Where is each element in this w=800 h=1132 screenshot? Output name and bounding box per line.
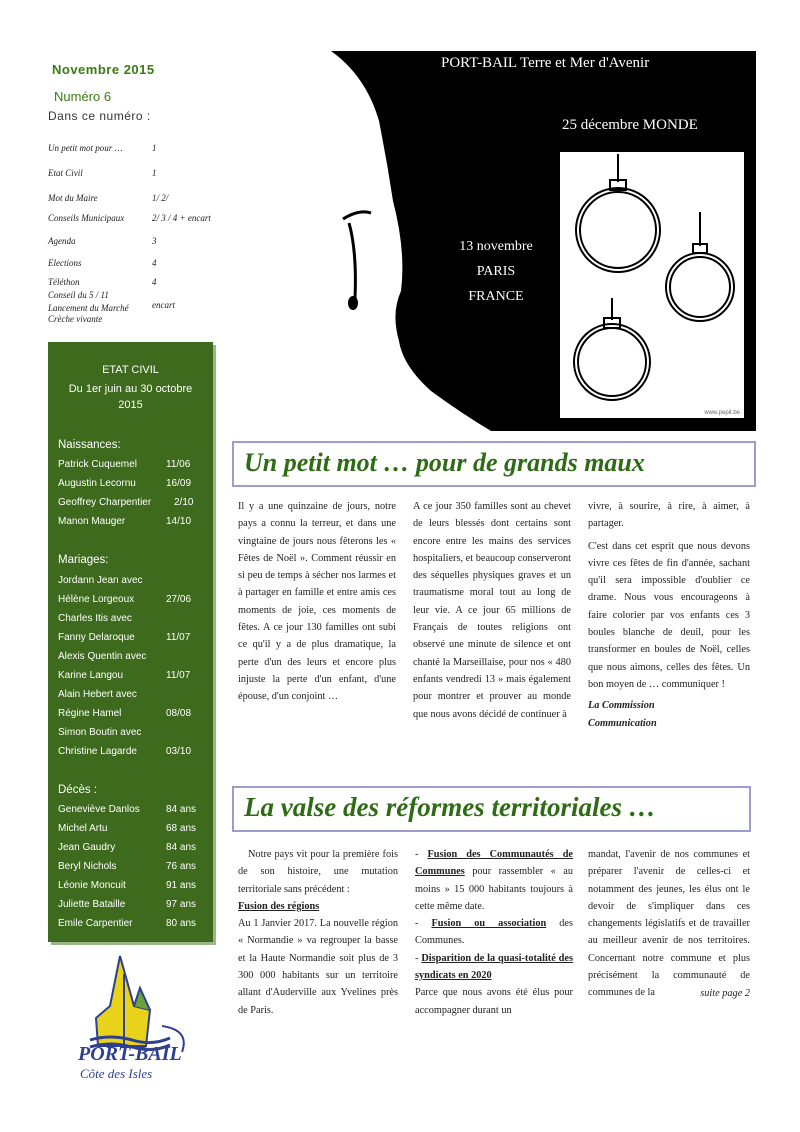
toc-page: 2/ 3 / 4 + encart: [152, 213, 211, 223]
toc-title: Mot du Maire: [48, 193, 98, 203]
article-text: Notre pays vit pour la première fois de son histoire, une mutation territoriale sans précédent :: [238, 849, 398, 895]
toc-page: 1: [152, 143, 157, 153]
article-headline: La valse des réformes territoriales …: [244, 792, 656, 822]
death-name: Michel Artu: [58, 823, 108, 834]
section-heading: Fusion des Communautés de Communes: [415, 849, 573, 878]
article-column: [238, 498, 396, 706]
marriage-date: 08/08: [166, 708, 192, 719]
section-heading: Fusion ou association: [431, 918, 547, 930]
toc-page: 4: [152, 277, 157, 287]
death-age: 68 ans: [166, 823, 197, 834]
article-headline: Un petit mot … pour de grands maux: [244, 448, 645, 477]
marriage-date: 11/07: [166, 670, 191, 681]
toc-title: Agenda: [48, 236, 76, 246]
image-credit: www.pepit.be: [704, 410, 740, 416]
ornaments-panel: [560, 152, 744, 418]
death-name: Emile Carpentier: [58, 918, 133, 929]
article-column: [588, 846, 750, 1002]
birth-date: 11/06: [166, 459, 191, 470]
marriages-heading: Mariages:: [58, 554, 109, 566]
toc-page: encart: [152, 300, 175, 310]
article-text: C'est dans cet esprit que nous devons vivre ces fêtes de fin d'année, sachant qu'il sera impossible d'oublier ce drame. Nous vous encourageons à faire colorier par vos enfants ces 3 boules blanche de deuil, pour les transformer en boules de Noël, celles que nous aimons, celles des fêtes. Un bon moyen de … communiquer !: [588, 540, 750, 690]
hero-event: [436, 234, 556, 309]
article-text: mandat, l'avenir de nos communes et préparer l'avenir de celles-ci et notamment des jeunes, les élus ont le devoir de s'impliquer dans ces changements législatifs et de travailler au meilleur avenir de nos territoires. Concernant notre commune et plus précisément la communauté de communes de la: [588, 849, 750, 999]
etat-civil-period-year: 2015: [118, 399, 143, 411]
hero-title: PORT-BAIL Terre et Mer d'Avenir: [441, 55, 650, 71]
article-text: Au 1 Janvier 2017. La nouvelle région « Normandie » va regrouper la basse et la Haute Normandie soit plus de 3 300 000 habitants sur un territoire allant d'Auderville aux Yvelines près de Paris.: [238, 918, 398, 1016]
marriage-name: Charles Itis avec: [58, 613, 132, 624]
issue-number: Numéro 6: [54, 89, 112, 104]
marriage-name: Régine Hamel: [58, 708, 122, 719]
toc-title: Conseil du 5 / 11: [48, 290, 109, 300]
death-name: Beryl Nichols: [58, 861, 117, 872]
toc-title: Téléthon: [48, 277, 80, 287]
toc-page: 4: [152, 258, 157, 268]
article-text: Il y a une quinzaine de jours, notre pays a connu la terreur, et dans une vingtaine de jours nous fêterons les « Fêtes de Noël ». Comment réussir en si peu de temps à sécher nos larmes et à partager en famille et entre amis ces moments de joie, ces moments de fêtes. A ce jour 130 familles ont subi ce qu'il y a de plus dramatique, la perte d'un des leurs et encore plus injuste la perte d'un enfant, d'une épouse, d'un conjoint …: [238, 501, 396, 703]
birth-name: Patrick Cuquemel: [58, 459, 137, 470]
signature: La Commission: [588, 700, 655, 712]
toc-title: Lancement du Marché Crèche vivante: [48, 303, 129, 324]
toc-title: Un petit mot pour …: [48, 143, 123, 153]
toc-title: Elections: [48, 258, 82, 268]
toc-page: 1/ 2/: [152, 193, 169, 203]
etat-civil-period: Du 1er juin au 30 octobre: [68, 383, 193, 395]
etat-civil-title: ETAT CIVIL: [102, 364, 159, 376]
article-text: Parce que nous avons été élus pour accompagner durant un: [415, 987, 573, 1016]
section-heading: Fusion des régions: [238, 900, 320, 912]
birth-name: Manon Mauger: [58, 516, 126, 527]
signature: Communication: [588, 717, 657, 729]
logo-name: PORT-BAIL: [78, 1043, 182, 1065]
marriage-name: Fanny Delaroque: [58, 632, 135, 643]
article-column: [238, 846, 398, 1019]
birth-name: Geoffrey Charpentier: [58, 497, 152, 508]
hero-event-country: FRANCE: [468, 289, 524, 304]
birth-date: 16/09: [166, 478, 192, 489]
headline-banner: [232, 786, 751, 832]
section-heading: Disparition de la quasi-totalité des syndicats en 2020: [415, 952, 573, 982]
marriage-date: 03/10: [166, 746, 192, 757]
marriage-name: Jordann Jean avec: [58, 575, 143, 586]
issue-date: Novembre 2015: [52, 62, 155, 77]
toc-page: 3: [152, 236, 157, 246]
death-name: Léonie Moncuit: [58, 880, 126, 891]
marriage-name: Karine Langou: [58, 670, 124, 681]
hero-image: [231, 51, 756, 431]
port-bail-logo: [50, 948, 210, 1088]
birth-name: Augustin Lecornu: [58, 478, 136, 489]
hero-date: 25 décembre MONDE: [562, 117, 698, 133]
death-age: 91 ans: [166, 880, 197, 891]
death-age: 84 ans: [166, 804, 197, 815]
death-age: 84 ans: [166, 842, 197, 853]
toc-title: Conseils Municipaux: [48, 213, 125, 223]
marriage-name: Simon Boutin avec: [58, 727, 142, 738]
birth-date: 14/10: [166, 516, 192, 527]
toc-page: 1: [152, 168, 157, 178]
death-age: 97 ans: [166, 899, 197, 910]
death-age: 80 ans: [166, 918, 197, 929]
hero-event-city: PARIS: [476, 264, 516, 279]
death-name: Jean Gaudry: [58, 842, 116, 853]
article-text: pour rassembler « au moins » 15 000 habitants toujours à cette même date.: [415, 866, 573, 912]
article-text: vivre, à sourire, à rire, à aimer, à partager.: [588, 501, 750, 530]
hero-event-date: 13 novembre: [459, 239, 533, 254]
toc-title: Etat Civil: [48, 168, 83, 178]
christmas-baubles-icon: [560, 152, 744, 418]
article-column: [588, 498, 750, 732]
article-column: [413, 498, 571, 723]
death-name: Geneviève Danlos: [58, 804, 140, 815]
marriage-name: Alexis Quentin avec: [58, 651, 147, 662]
marriage-name: Hélène Lorgeoux: [58, 594, 135, 605]
deaths-heading: Décès :: [58, 784, 97, 796]
etat-civil-box: [48, 342, 213, 942]
death-age: 76 ans: [166, 861, 197, 872]
headline-banner: [232, 441, 756, 487]
birth-date: 2/10: [174, 497, 194, 508]
in-this-issue-heading: Dans ce numéro :: [48, 109, 151, 123]
logo-tagline: Côte des Isles: [80, 1066, 153, 1081]
death-name: Juliette Bataille: [58, 899, 126, 910]
marriage-date: 27/06: [166, 594, 192, 605]
marriage-name: Alain Hebert avec: [58, 689, 137, 700]
article-text: des Communes.: [415, 918, 573, 947]
continued-link[interactable]: suite page 2: [700, 987, 750, 999]
marriage-name: Christine Lagarde: [58, 746, 137, 757]
marriage-date: 11/07: [166, 632, 191, 643]
births-heading: Naissances:: [58, 439, 121, 451]
article-text: A ce jour 350 familles sont au chevet de leurs blessés dont certains sont encore entre les mains des services hospitaliers, et beaucoup conserveront des séquelles physiques graves et un traumatisme moral tout au long de leur vie. A ce jour 65 millions de Français de toutes religions ont observé une minute de silence et ont chanté la Marseillaise, pour nos « 480 enfants vendredi 13 » mais également pour montrer et prouver au monde que nous avons décidé de continuer à: [413, 501, 571, 720]
article-column: - Fusion des Communautés de Communes pour rassembler « au moins » 15 000 habitants toujours à cette même date. - Fusion ou association des Communes. - Disparition de la quasi-totalité des syndicats en 2020 Parce que nous avons été élus pour accompagner durant un: [415, 846, 573, 1019]
